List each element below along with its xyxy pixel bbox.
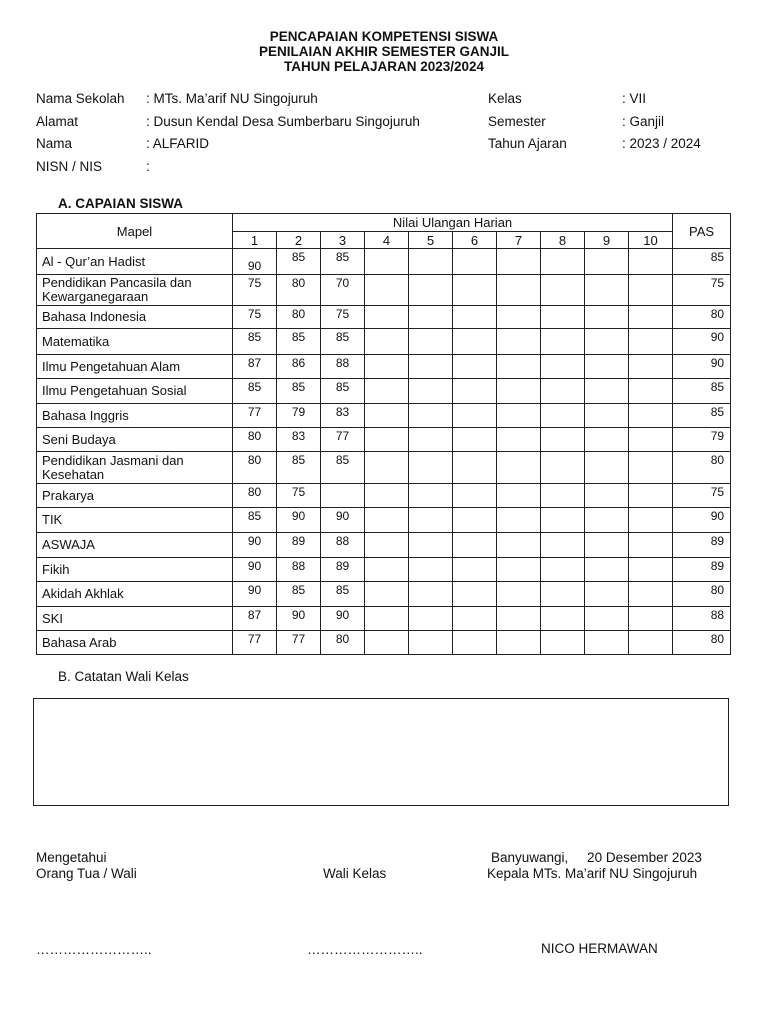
score-cell	[409, 533, 453, 558]
subject-name: SKI	[37, 607, 233, 631]
score-cell: 85	[321, 582, 365, 607]
score-cell	[365, 404, 409, 428]
score-cell	[497, 631, 541, 655]
score-cell	[541, 508, 585, 533]
score-cell: 85	[321, 249, 365, 275]
score-cell	[541, 379, 585, 404]
score-cell: 83	[321, 404, 365, 428]
pas-score-cell: 90	[673, 508, 731, 533]
table-row	[37, 607, 731, 631]
subject-name: Matematika	[37, 329, 233, 355]
pas-score-cell: 85	[673, 249, 731, 275]
score-cell	[629, 533, 673, 558]
address-label: Alamat	[36, 114, 79, 129]
score-cell	[365, 533, 409, 558]
score-cell	[409, 508, 453, 533]
score-cell	[409, 582, 453, 607]
score-cell	[541, 631, 585, 655]
score-cell	[629, 582, 673, 607]
score-cell	[497, 484, 541, 508]
subject-name: Ilmu Pengetahuan Sosial	[37, 379, 233, 404]
score-cell	[365, 355, 409, 379]
score-cell	[497, 428, 541, 452]
pas-header: PAS	[673, 214, 731, 249]
score-cell	[497, 558, 541, 582]
score-cell: 85	[277, 452, 321, 484]
score-cell	[629, 355, 673, 379]
score-cell: 77	[321, 428, 365, 452]
column-number-10: 10	[629, 232, 673, 249]
score-cell	[497, 275, 541, 306]
class-value: : VII	[622, 91, 647, 106]
score-cell	[585, 275, 629, 306]
acknowledged-label: Mengetahui	[36, 850, 107, 865]
score-cell	[629, 379, 673, 404]
score-cell: 89	[277, 533, 321, 558]
score-cell	[409, 379, 453, 404]
school-year-label: Tahun Ajaran	[488, 136, 567, 151]
score-cell	[629, 607, 673, 631]
score-cell: 90	[233, 582, 277, 607]
pas-score-cell: 80	[673, 452, 731, 484]
pas-score-cell: 88	[673, 607, 731, 631]
score-cell	[453, 533, 497, 558]
subject-name: Pendidikan Pancasila dan Kewarganegaraan	[37, 275, 233, 306]
score-cell: 85	[277, 379, 321, 404]
principal-name: NICO HERMAWAN	[541, 941, 658, 956]
pas-score-cell: 75	[673, 275, 731, 306]
name-label: Nama	[36, 136, 73, 151]
score-cell: 88	[321, 533, 365, 558]
score-cell: 83	[277, 428, 321, 452]
score-cell	[365, 582, 409, 607]
score-cell	[585, 452, 629, 484]
score-cell	[541, 306, 585, 329]
score-cell	[453, 484, 497, 508]
score-cell	[629, 329, 673, 355]
score-cell	[453, 452, 497, 484]
pas-score-cell: 85	[673, 379, 731, 404]
section-b-heading: B. Catatan Wali Kelas	[58, 669, 189, 684]
score-cell	[409, 607, 453, 631]
subject-name: TIK	[37, 508, 233, 533]
score-cell	[585, 404, 629, 428]
score-cell	[409, 404, 453, 428]
score-cell	[365, 249, 409, 275]
mapel-header: Mapel	[37, 214, 233, 249]
table-row	[37, 329, 731, 355]
pas-score-cell: 79	[673, 428, 731, 452]
subject-name: Akidah Akhlak	[37, 582, 233, 607]
score-cell	[409, 558, 453, 582]
score-cell	[365, 275, 409, 306]
subject-name: Seni Budaya	[37, 428, 233, 452]
score-cell	[629, 428, 673, 452]
score-cell	[541, 355, 585, 379]
report-title-line-1: PENCAPAIAN KOMPETENSI SISWA	[269, 29, 499, 44]
score-cell: 90	[277, 508, 321, 533]
table-row	[37, 428, 731, 452]
score-cell	[409, 428, 453, 452]
column-number-5: 5	[409, 232, 453, 249]
score-cell	[585, 533, 629, 558]
score-cell	[541, 452, 585, 484]
score-cell	[585, 428, 629, 452]
score-cell	[365, 428, 409, 452]
score-cell	[453, 306, 497, 329]
score-cell	[453, 631, 497, 655]
score-cell: 75	[277, 484, 321, 508]
score-cell: 90	[233, 558, 277, 582]
score-cell	[541, 607, 585, 631]
score-cell	[453, 404, 497, 428]
column-number-4: 4	[365, 232, 409, 249]
score-cell	[585, 249, 629, 275]
score-cell	[497, 306, 541, 329]
score-cell: 85	[321, 452, 365, 484]
score-cell: 75	[233, 306, 277, 329]
pas-score-cell: 80	[673, 306, 731, 329]
column-number-6: 6	[453, 232, 497, 249]
score-cell: 90	[233, 249, 277, 275]
score-cell	[365, 484, 409, 508]
pas-score-cell: 80	[673, 631, 731, 655]
school-value: : MTs. Ma’arif NU Singojuruh	[146, 91, 318, 106]
score-cell: 77	[277, 631, 321, 655]
semester-label: Semester	[488, 114, 546, 129]
principal-title: Kepala MTs. Ma’arif NU Singojuruh	[487, 866, 698, 881]
subject-name: Bahasa Arab	[37, 631, 233, 655]
grades-table-body	[37, 249, 731, 655]
score-cell: 89	[321, 558, 365, 582]
subject-name: Ilmu Pengetahuan Alam	[37, 355, 233, 379]
pas-score-cell: 80	[673, 582, 731, 607]
name-value: : ALFARID	[146, 136, 210, 151]
report-title-line-2: PENILAIAN AKHIR SEMESTER GANJIL	[258, 44, 510, 59]
column-number-8: 8	[541, 232, 585, 249]
score-cell	[629, 508, 673, 533]
pas-score-cell: 75	[673, 484, 731, 508]
column-number-1: 1	[233, 232, 277, 249]
score-cell	[365, 306, 409, 329]
score-cell	[409, 329, 453, 355]
score-cell	[365, 508, 409, 533]
score-cell	[629, 452, 673, 484]
score-cell	[585, 306, 629, 329]
score-cell	[409, 249, 453, 275]
score-cell	[585, 484, 629, 508]
score-cell	[365, 607, 409, 631]
table-row	[37, 306, 731, 329]
score-cell	[497, 404, 541, 428]
semester-value: : Ganjil	[622, 114, 665, 129]
score-cell	[497, 582, 541, 607]
score-cell	[585, 508, 629, 533]
score-cell: 85	[321, 379, 365, 404]
place-date: Banyuwangi, 20 Desember 2023	[491, 850, 702, 865]
table-row	[37, 558, 731, 582]
score-cell	[365, 329, 409, 355]
score-cell: 80	[277, 306, 321, 329]
score-cell: 77	[233, 404, 277, 428]
score-cell: 87	[233, 355, 277, 379]
pas-score-cell: 85	[673, 404, 731, 428]
table-row	[37, 404, 731, 428]
score-cell: 80	[321, 631, 365, 655]
subject-name: Prakarya	[37, 484, 233, 508]
school-year-value: : 2023 / 2024	[622, 136, 701, 151]
subject-name: Pendidikan Jasmani dan Kesehatan	[37, 452, 233, 484]
score-cell	[629, 249, 673, 275]
table-row	[37, 631, 731, 655]
score-cell	[453, 275, 497, 306]
table-row	[37, 508, 731, 533]
column-number-9: 9	[585, 232, 629, 249]
score-cell	[629, 631, 673, 655]
score-cell	[497, 508, 541, 533]
score-cell	[497, 533, 541, 558]
score-cell	[409, 484, 453, 508]
parent-guardian-label: Orang Tua / Wali	[36, 866, 137, 881]
table-row	[37, 355, 731, 379]
table-row	[37, 249, 731, 275]
score-cell	[541, 582, 585, 607]
parent-signature-line: ……………………..	[36, 942, 152, 957]
score-cell	[365, 452, 409, 484]
subject-name: Fikih	[37, 558, 233, 582]
score-cell	[453, 428, 497, 452]
score-cell	[541, 533, 585, 558]
score-cell	[409, 306, 453, 329]
score-cell: 87	[233, 607, 277, 631]
score-cell: 85	[233, 508, 277, 533]
score-cell: 75	[233, 275, 277, 306]
table-row	[37, 379, 731, 404]
score-cell	[453, 355, 497, 379]
score-cell: 77	[233, 631, 277, 655]
score-cell	[409, 631, 453, 655]
score-cell: 90	[321, 508, 365, 533]
score-cell	[453, 249, 497, 275]
score-cell	[541, 249, 585, 275]
score-cell	[497, 607, 541, 631]
score-cell: 85	[233, 329, 277, 355]
score-cell: 70	[321, 275, 365, 306]
class-label: Kelas	[488, 91, 522, 106]
score-cell	[541, 329, 585, 355]
score-cell: 88	[277, 558, 321, 582]
score-cell	[409, 355, 453, 379]
score-cell: 86	[277, 355, 321, 379]
homeroom-notes-box[interactable]	[33, 698, 729, 806]
score-cell	[541, 275, 585, 306]
score-cell: 88	[321, 355, 365, 379]
score-cell: 85	[233, 379, 277, 404]
subject-name: Bahasa Indonesia	[37, 306, 233, 329]
pas-score-cell: 90	[673, 355, 731, 379]
score-cell	[365, 631, 409, 655]
table-row	[37, 452, 731, 484]
score-cell	[585, 607, 629, 631]
score-cell: 85	[277, 249, 321, 275]
score-cell	[409, 452, 453, 484]
nisn-label: NISN / NIS	[36, 159, 103, 174]
score-cell	[453, 582, 497, 607]
score-cell: 85	[321, 329, 365, 355]
score-cell	[585, 379, 629, 404]
score-cell	[541, 404, 585, 428]
score-cell: 80	[233, 428, 277, 452]
section-a-heading: A. CAPAIAN SISWA	[58, 196, 184, 211]
score-cell: 79	[277, 404, 321, 428]
score-cell	[585, 355, 629, 379]
table-row	[37, 275, 731, 306]
score-cell	[629, 306, 673, 329]
grades-table	[36, 213, 731, 655]
score-cell	[321, 484, 365, 508]
daily-scores-header: Nilai Ulangan Harian	[233, 214, 673, 232]
score-cell	[497, 355, 541, 379]
school-label: Nama Sekolah	[36, 91, 125, 106]
score-cell	[497, 249, 541, 275]
score-cell	[497, 379, 541, 404]
nisn-value: :	[146, 159, 150, 174]
score-cell	[541, 428, 585, 452]
score-cell	[585, 558, 629, 582]
score-cell	[497, 329, 541, 355]
score-cell	[541, 558, 585, 582]
subject-name: ASWAJA	[37, 533, 233, 558]
score-cell	[453, 329, 497, 355]
table-row	[37, 533, 731, 558]
column-number-3: 3	[321, 232, 365, 249]
score-cell: 90	[321, 607, 365, 631]
score-cell	[585, 631, 629, 655]
score-cell	[541, 484, 585, 508]
score-cell: 80	[277, 275, 321, 306]
pas-score-cell: 89	[673, 558, 731, 582]
report-title-line-3: TAHUN PELAJARAN 2023/2024	[283, 59, 485, 74]
pas-score-cell: 90	[673, 329, 731, 355]
score-cell	[409, 275, 453, 306]
table-row	[37, 484, 731, 508]
score-cell: 80	[233, 484, 277, 508]
subject-name: Al - Qur’an Hadist	[37, 249, 233, 275]
score-cell	[629, 275, 673, 306]
score-cell: 85	[277, 582, 321, 607]
score-cell: 90	[233, 533, 277, 558]
score-cell	[453, 607, 497, 631]
score-cell: 90	[277, 607, 321, 631]
score-cell	[585, 329, 629, 355]
score-cell: 80	[233, 452, 277, 484]
column-number-7: 7	[497, 232, 541, 249]
score-cell	[365, 379, 409, 404]
score-cell	[453, 508, 497, 533]
column-number-2: 2	[277, 232, 321, 249]
address-value: : Dusun Kendal Desa Sumberbaru Singojuruh	[146, 114, 420, 129]
score-cell	[629, 484, 673, 508]
score-cell	[453, 558, 497, 582]
subject-name: Bahasa Inggris	[37, 404, 233, 428]
score-cell	[585, 582, 629, 607]
score-cell: 75	[321, 306, 365, 329]
score-cell: 85	[277, 329, 321, 355]
score-cell	[365, 558, 409, 582]
score-cell	[497, 452, 541, 484]
table-row	[37, 582, 731, 607]
pas-score-cell: 89	[673, 533, 731, 558]
score-cell	[453, 379, 497, 404]
homeroom-teacher-label: Wali Kelas	[323, 866, 387, 881]
teacher-signature-line: ……………………..	[307, 942, 423, 957]
score-cell	[629, 404, 673, 428]
score-cell	[629, 558, 673, 582]
